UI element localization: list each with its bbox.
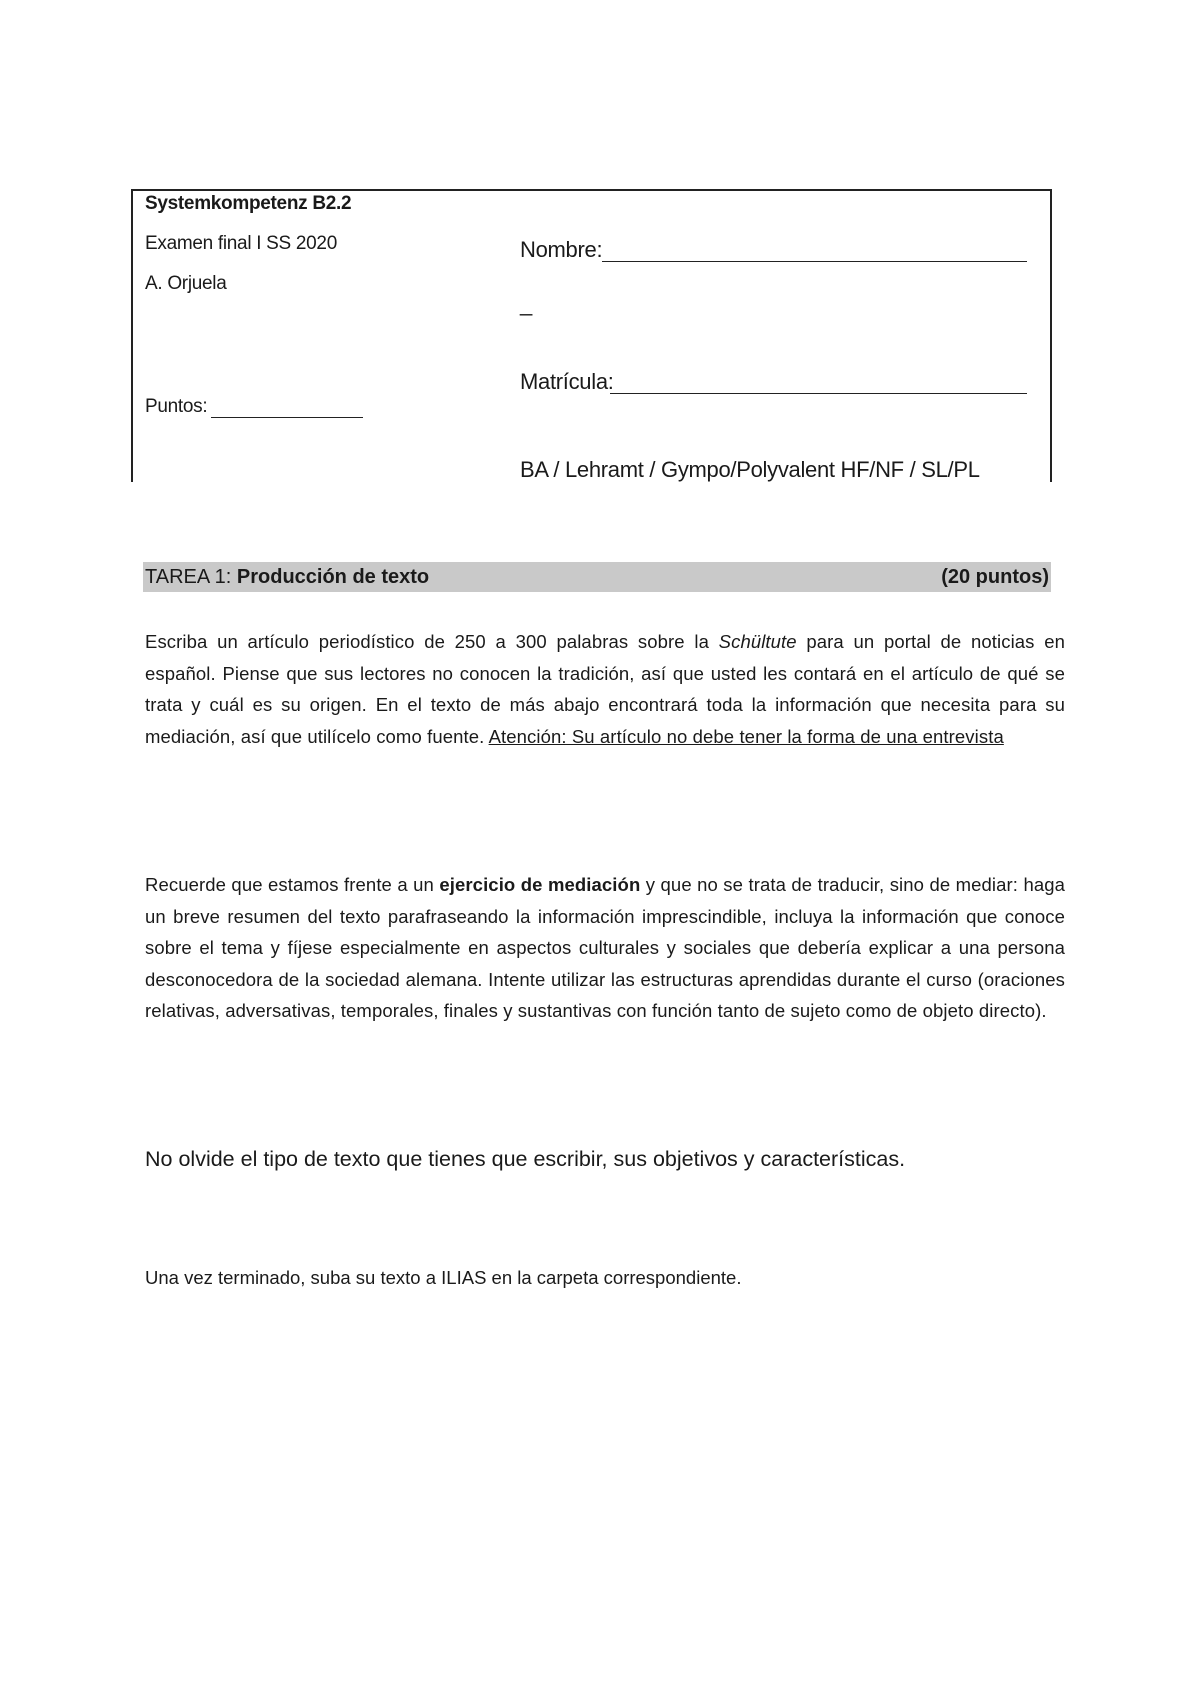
- points-blank-line[interactable]: [211, 417, 363, 418]
- upload-note: Una vez terminado, suba su texto a ILIAS en la carpeta correspondiente.: [145, 1267, 742, 1288]
- reminder-text: No olvide el tipo de texto que tienes que escribir, sus objetivos y características.: [145, 1147, 906, 1171]
- exam-header-box: [131, 189, 1052, 482]
- mediation-part1: Recuerde que estamos frente a un: [145, 874, 440, 895]
- instructions-part1: Escriba un artículo periodístico de 250 a 300 palabras sobre la: [145, 631, 719, 652]
- points-label: Puntos:: [145, 396, 208, 417]
- mediation-paragraph: [145, 869, 1065, 1027]
- mediation-bold-term: ejercicio de mediación: [439, 874, 641, 895]
- name-label: Nombre:: [520, 237, 603, 262]
- instructions-part2: para un portal de noticias en español. Piense que sus lectores no conocen la tradición, así que usted les contará en el artículo de qué se trata y cuál es su origen. En el texto de más abajo encontrará toda la información que necesita para su mediación, así que utilícelo como fuente.: [145, 631, 1065, 747]
- task-label-prefix: TAREA 1:: [145, 565, 232, 588]
- exam-title: Examen final I SS 2020: [145, 233, 337, 254]
- instructions-italic-term: Schültute: [718, 631, 797, 652]
- task-heading: [143, 562, 1051, 592]
- instructions-paragraph: [145, 626, 1065, 752]
- instructions-warning: Atención: Su artículo no debe tener la forma de una entrevista: [488, 725, 1004, 747]
- task-label: [145, 566, 429, 589]
- matricula-label: Matrícula:: [520, 369, 614, 394]
- name-continuation-dash: _: [520, 291, 532, 316]
- task-label-title: Producción de texto: [236, 565, 430, 588]
- task-points: (20 puntos): [941, 565, 1049, 588]
- course-title: Systemkompetenz B2.2: [145, 193, 352, 214]
- name-blank-line[interactable]: [602, 261, 1027, 262]
- mediation-part2: y que no se trata de traducir, sino de mediar: haga un breve resumen del texto parafraseando la información imprescindible, incluya la información que conoce sobre el tema y fíjese especialmente en aspectos culturales y sociales que debería explicar a una persona desconocedora de la sociedad alemana. Intente utilizar las estructuras aprendidas durante el curso (oraciones relativas, adversativas, temporales, finales y sustantivas con función tanto de sujeto como de objeto directo).: [145, 874, 1066, 1021]
- program-options: BA / Lehramt / Gympo/Polyvalent HF/NF / SL/PL: [520, 457, 980, 482]
- matricula-blank-line[interactable]: [610, 393, 1027, 394]
- teacher-name: A. Orjuela: [145, 273, 227, 294]
